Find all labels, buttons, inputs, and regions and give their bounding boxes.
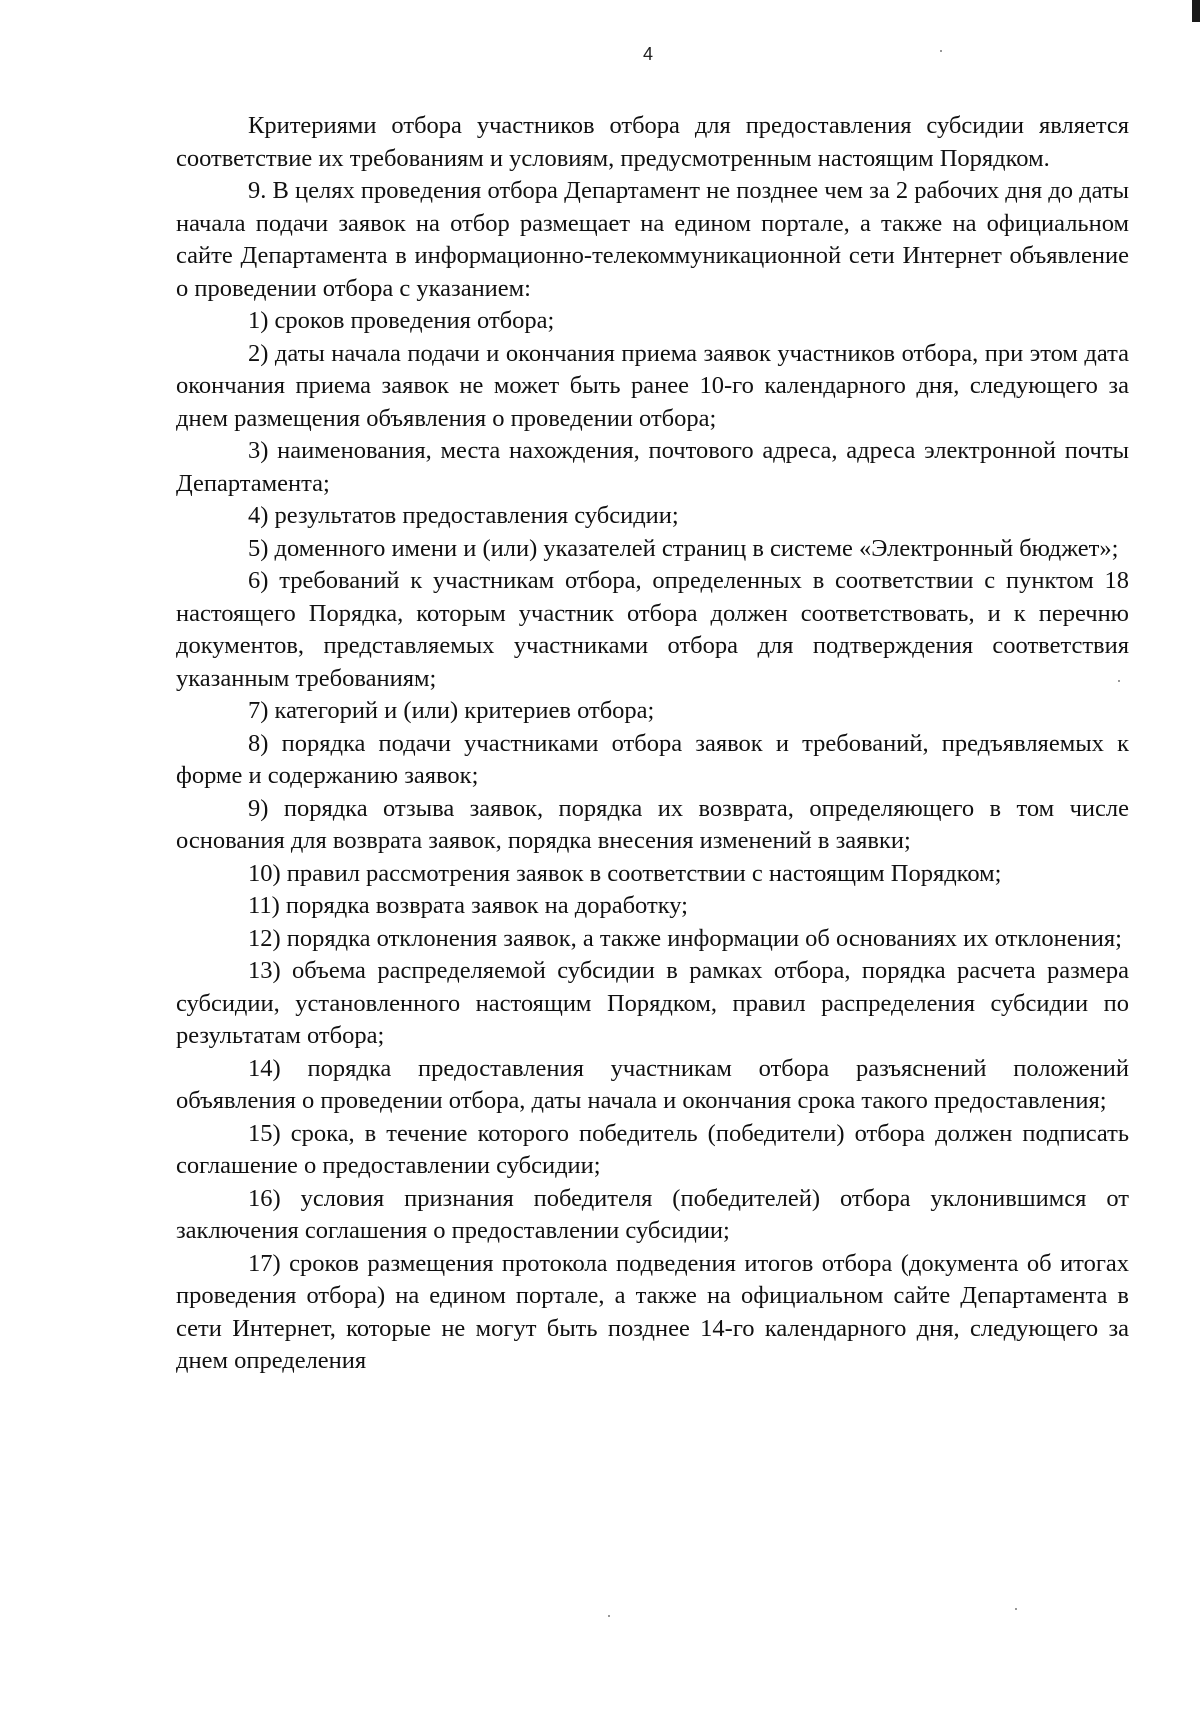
list-item-9: 9) порядка отзыва заявок, порядка их возврата, определяющего в том числе основания для возврата заявок, порядка внесения изменений в заявки; [176, 794, 1129, 854]
list-item-10: 10) правил рассмотрения заявок в соответствии с настоящим Порядком; [248, 859, 1002, 887]
paragraph-selection-criteria: Критериями отбора участников отбора для предоставления субсидии является соответствие их требованиям и условиям, предусмотренным настоящим Порядком. [176, 112, 1129, 172]
scan-edge-mark [1192, 0, 1200, 22]
list-item-12: 12) порядка отклонения заявок, а также информации об основаниях их отклонения; [248, 924, 1122, 952]
list-item-5: 5) доменного имени и (или) указателей страниц в системе «Электронный бюджет»; [248, 534, 1119, 562]
scan-speck [1015, 1608, 1017, 1610]
document-body [176, 110, 1129, 1378]
list-item-4: 4) результатов предоставления субсидии; [248, 502, 679, 529]
list-item-1: 1) сроков проведения отбора; [248, 307, 555, 334]
list-item-13: 13) объема распределяемой субсидии в рамках отбора, порядка расчета размера субсидии, установленного настоящим Порядком, правил распределения субсидии по результатам отбора; [176, 957, 1129, 1049]
scan-speck [608, 1615, 610, 1617]
list-item-7: 7) категорий и (или) критериев отбора; [248, 697, 655, 724]
list-item-8: 8) порядка подачи участниками отбора заявок и требований, предъявляемых к форме и содержанию заявок; [176, 729, 1129, 789]
list-item-6: 6) требований к участникам отбора, определенных в соответствии с пунктом 18 настоящего Порядка, которым участник отбора должен соответствовать, и к перечню документов, представляемых участниками отбора для подтверждения соответствия указанным требованиям; [176, 567, 1129, 692]
list-item-16: 16) условия признания победителя (победителей) отбора уклонившимся от заключения соглашения о предоставлении субсидии; [176, 1184, 1129, 1244]
list-item-11: 11) порядка возврата заявок на доработку; [248, 892, 688, 919]
list-item-17: 17) сроков размещения протокола подведения итогов отбора (документа об итогах проведения отбора) на едином портале, а также на официальном сайте Департамента в сети Интернет, которые не могут быть позднее 14-го календарного дня, следующего за днем определения [176, 1249, 1129, 1374]
list-item-15: 15) срока, в течение которого победитель (победители) отбора должен подписать соглашение о предоставлении субсидии; [176, 1119, 1129, 1179]
list-item-2: 2) даты начала подачи и окончания приема заявок участников отбора, при этом дата окончания приема заявок не может быть ранее 10-го календарного дня, следующего за днем размещения объявления о проведении отбора; [176, 339, 1129, 432]
list-item-14: 14) порядка предоставления участникам отбора разъяснений положений объявления о проведении отбора, даты начала и окончания срока такого предоставления; [176, 1054, 1129, 1114]
page-number: 4 [642, 44, 653, 64]
list-item-3: 3) наименования, места нахождения, почтового адреса, адреса электронной почты Департамента; [176, 437, 1129, 497]
paragraph-item-9: 9. В целях проведения отбора Департамент не позднее чем за 2 рабочих дня до даты начала подачи заявок на отбор размещает на едином портале, а также на официальном сайте Департамента в информационно-телекоммуникационной сети Интернет объявление о проведении отбора с указанием: [176, 177, 1129, 302]
